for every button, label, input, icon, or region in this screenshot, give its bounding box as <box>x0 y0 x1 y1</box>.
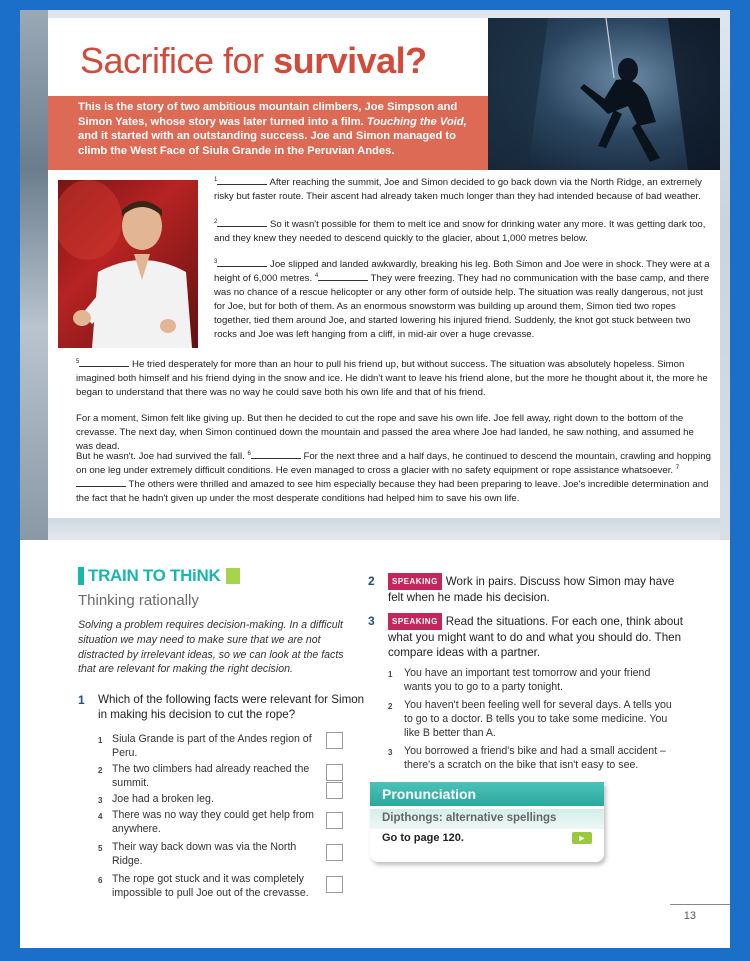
climber-photo <box>488 18 720 170</box>
speaker-icon[interactable]: ► <box>572 832 592 844</box>
pronunciation-box <box>370 782 604 862</box>
section-intro: Solving a problem requires decision-making. In a difficult situation we may need to make sure that we are not distracted by irrelevant ideas, so we can look at the facts that are relevant for making the right decision. <box>78 619 344 676</box>
gap-4[interactable] <box>318 272 368 281</box>
speaker-photo <box>58 180 198 348</box>
paragraph-3: $^3$ Joe slipped and landed awkwardly, breaking his leg. Both Simon and Joe were in shock. They were at a height of 6,000 metres. $^4$ They were freezing. They had no communication with the base camp, and there was no chance of a rescue helicopter or any other form of outside help. The situation was really dangerous, not just for Joe, but for both of them. As an enormous snowstorm was building up around them, Simon tied two ropes together, tied them around Joe, and started lowering his injured friend. Suddenly, the knot got stuck between two rocks and Joe was left hanging from a cliff, in mid-air over a huge crevasse. <box>214 258 710 341</box>
question-1-text: Which of the following facts were relevant for Simon in making his decision to cut the rope? <box>98 693 365 722</box>
question-1-number: 1 <box>78 693 85 707</box>
textbook-page <box>20 10 730 948</box>
pronunciation-title: Pronunciation <box>370 782 604 806</box>
fact-item: 4 There was no way they could get help from anywhere. <box>98 809 314 835</box>
paragraph-5: $^5$ He tried desperately for more than an hour to pull his friend up, but without success. The situation was absolutely hopeless. Simon imagined both himself and his friend dying in the snow and ice. He didn't want to leave his friend alone, but the more he thought about it, the more he began to understand that there was no way he could save both his own life and that of his friend. <box>76 358 708 399</box>
question-3-number: 3 <box>368 614 375 628</box>
paragraph-2: $^2$ So it wasn't possible for them to melt ice and snow for drinking water any more. It was getting dark too, and they knew they needed to descend quickly to the glacier, about 1,000 metres below. <box>214 218 706 245</box>
fact-checkbox-3[interactable] <box>326 782 343 799</box>
fact-checkbox-6[interactable] <box>326 876 343 893</box>
article-panel <box>48 18 720 518</box>
paragraph-7: But he wasn't. Joe had survived the fall. $^6$ For the next three and a half days, he continued to descend the mountain, crawling and hopping on one leg under extremely difficult conditions. He even managed to cross a glacier with no safety equipment or rope assistance whatsoever. $^7$ The others were thrilled and amazed to see him especially because they had been preparing to leave. Joe's incredible determination and the fact that he hadn't given up under the most desperate conditions had helped him to save his own life. <box>76 450 711 505</box>
page-number-rule <box>670 904 730 905</box>
snow-bottom-strip <box>48 518 720 540</box>
gap-7[interactable] <box>76 478 126 487</box>
pronunciation-subtitle: Dipthongs: alternative spellings <box>370 809 604 829</box>
section-heading: Thinking rationally <box>78 592 199 609</box>
snow-left-strip <box>20 10 48 540</box>
speaking-badge: SPEAKING <box>388 573 442 590</box>
speaking-badge: SPEAKING <box>388 613 442 630</box>
situation-item: 2 You haven't been feeling well for several days. A tells you to go to a doctor. B tells you to take some medicine. You like B better than A. <box>388 699 672 739</box>
train-to-think-label: TRAIN TO THiNK <box>88 566 224 586</box>
fact-item: 2 The two climbers had already reached the summit. <box>98 763 310 789</box>
fact-checkbox-1[interactable] <box>326 732 343 749</box>
situation-item: 3 You borrowed a friend's bike and had a small accident – there's a scratch on the bike that isn't easy to see. <box>388 745 666 771</box>
fact-item: 1 Siula Grande is part of the Andes region of Peru. <box>98 733 312 759</box>
gap-2[interactable] <box>217 218 267 227</box>
fact-item: 6 The rope got stuck and it was completely impossible to pull Joe out of the crevasse. <box>98 873 309 899</box>
fact-checkbox-4[interactable] <box>326 812 343 829</box>
situation-item: 1 You have an important test tomorrow and your friend wants you to go to a party tonight. <box>388 667 651 693</box>
fact-item: 5 Their way back down was via the North Ridge. <box>98 841 297 867</box>
paragraph-1: $^1$ After reaching the summit, Joe and Simon decided to go back down via the North Ridge, an extremely risky but faster route. Their ascent had already taken much longer than they had intended because of bad weather. <box>214 176 702 203</box>
question-2-text: SPEAKING Work in pairs. Discuss how Simon may have felt when he made his decision. <box>388 575 675 605</box>
question-3-text: SPEAKING Read the situations. For each one, think about what you might want to do and what you should do. Then compare ideas with a partner. <box>388 615 683 660</box>
fact-item: 3 Joe had a broken leg. <box>98 793 214 805</box>
intro-text: This is the story of two ambitious mountain climbers, Joe Simpson and Simon Yates, whose story was later turned into a film. Touching the Void, and it started with an outstanding success. Joe and Simon managed to climb the West Face of Siula Grande in the Peruvian Andes. <box>78 101 467 157</box>
gap-3[interactable] <box>217 258 267 267</box>
gap-1[interactable] <box>217 176 267 185</box>
page-number: 13 <box>683 910 696 922</box>
paragraph-6: For a moment, Simon felt like giving up. But then he decided to cut the rope and save his own life. Joe fell away, right down to the bottom of the crevasse. The next day, when Simon continued down the mountain and passed the area where Joe had landed, he saw nothing, and assumed he was dead. <box>76 413 694 453</box>
fact-checkbox-2[interactable] <box>326 764 343 781</box>
gap-6[interactable] <box>251 450 301 459</box>
gap-5[interactable] <box>79 358 129 367</box>
fact-checkbox-5[interactable] <box>326 844 343 861</box>
pronunciation-link[interactable]: Go to page 120. ► <box>370 829 604 847</box>
train-to-think-banner <box>78 566 240 586</box>
article-title: Sacrifice for survival? <box>80 40 427 81</box>
question-2-number: 2 <box>368 574 375 588</box>
